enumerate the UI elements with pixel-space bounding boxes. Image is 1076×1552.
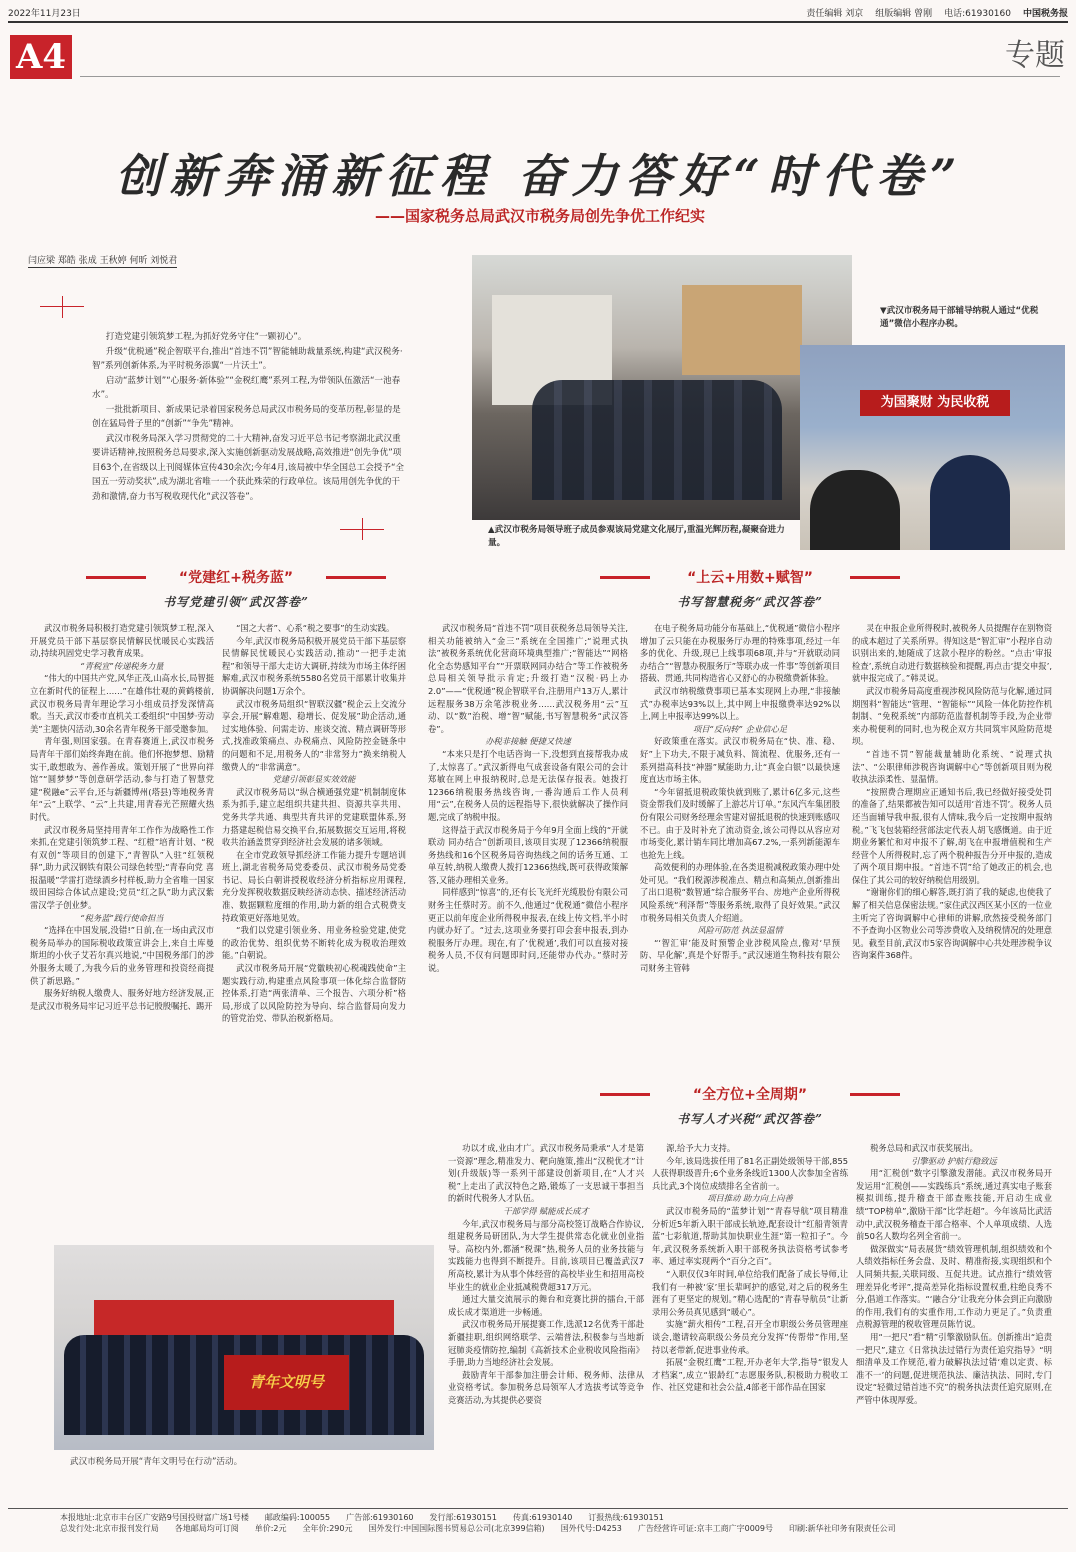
column-paragraph: 做深做实“局表展货”绩效管理机制,组织绩效和个人绩效指标任务会盘、及时、精准衔接,实现组织和个人同频共振,关联同级、互促共进。试点推行“绩效管理差异化考评”,提高差异化指标设置权重,柱绝良秀不分,倡道工作落实。“‘融合分’让我充分体会到正向激励的作用,我们有的实重作用,工作动力更足了。”负责重点税源管理的税收管理员陈竹说。 [856, 1243, 1052, 1330]
section-1-title: “党建红+税务蓝” [178, 570, 294, 586]
intro-corner-line-v2 [362, 518, 363, 540]
column-paragraph: 武汉市税务局组织“智联汉疆”税企云上交流分享会,开展“解难题、稳增长、促发展”助企活动,通过实地体验、问需走访、座谈交流、精点调研等形式,找准政策痛点、办税痛点、风险防控金链条中的问题和不足,用税务人的“非常努力”换来纳税人缴费人的“非常满意”。 [222, 698, 406, 772]
column-subhead: 引擎驱动 护航行稳致远 [911, 1155, 997, 1166]
column-paragraph: “伟大的中国共产党,风华正茂,山高水长,局智挺立在新时代的征程上……”在雄伟壮观的黄鹤楼前,武汉市税务局青年理论学习小组成员抒发深情高歌。当天,武汉市委市直机关工委组织“中国梦·劳动美”主题快闪活动,30余名青年税务干部受邀参加。 [30, 673, 214, 734]
column-paragraph: 实施“薪火相传”工程,召开全市职级公务员管理座谈会,邀请较高职级公务员充分发挥“传帮带”作用,坚持以老带新,促进事业传承。 [652, 1319, 848, 1355]
section-2-header [600, 567, 900, 611]
imprint-zip: 邮政编码:100055 [264, 1513, 331, 1522]
page-number: A4 [10, 35, 72, 79]
photo-exhibition-hall [472, 255, 852, 520]
column-subhead: 干部学得 赋能成长成才 [503, 1205, 589, 1216]
column-paragraph: “入职仅仅3年时间,单位给我们配备了成长导师,让我们有一种被‘家’里长辈呵护的感觉,对之后的税务生涯有了更坚定的规划。”精心选配的“青春导航员”让新录用公务员真见感到“暖心”。 [652, 1268, 848, 1317]
column-paragraph: 用“一把尺”看“精”引擎激励队伍。创新推出“追责一把尺”,建立《日常执法过错行为责任追究指导》“明细清单及工作规范,着力破解执法过错‘难以定责、标准不一’的问题,促进规范执法、廉洁执法、同时,专门设定“轻微过错首违不究”的税务执法责任追究原则,在严管中体现厚爱。 [856, 1331, 1052, 1405]
imprint-address: 本报地址:北京市丰台区广安路9号国投财富广场1号楼 [60, 1513, 249, 1522]
column-subhead: “青税宣”传递税务力量 [80, 660, 164, 671]
column-paragraph: 青年强,则国家强。在青春赛道上,武汉市税务局青年干部们始终奔跑在前。他们怀抱梦想、励精实干,敢想敢为、善作善成。策划开展了“世界向祥馆”“圆梦梦”等创意研学活动,参与打造了智慧党建“税融e”云平台,还与新疆博州(塔县)等地税务青年“云”上联学、“云”上共建,用青春光芒照耀火热时代。 [30, 736, 214, 822]
column-paragraph: 武汉市税务局坚持用青年工作作为战略性工作来抓,在党建引领筑梦工程、“红橙”培育计划、“税有双创”等项目的创建下,“青智队”入驻“红领税驿”,助力武汉钢铁有限公司绿色转型;“青春向党 喜报温暖”学雷打造绿酒乡村样板,助力全省唯一国家级田园综合体试点建设;党员“红之队”助力武汉紫雷汉学子创业梦。 [30, 824, 214, 911]
photo-service-counter [800, 345, 1065, 550]
section-3-column-3 [856, 1142, 1052, 1482]
column-paragraph: “今年留抵退税政策快就到账了,累计6亿多元,这些资金帮我们及时缓解了上游芯片订单。”东风汽车集团股份有限公司财务经理余雪建对留抵退税的快速到账感叹不已。由于及时补充了流动资金,该公司得以从容应对市场变化,累计销车同比增加高67.2%,一系列新能源车也抢先上线。 [640, 786, 840, 860]
column-paragraph: “按照费合理期应正通知书后,我已经做好接受处罚的准备了,结果都被告知可以适用‘首违不罚’。税务人员还当面辅导我申报,很有人情味,我今后一定按期申报纳税。”飞飞包装箱经营部法定代表人胡飞感慨道。由于近期业务繁忙和对申报不了解,胡飞在申报增值税和生产经营个人所得税时,忘了两个税种报告分开申报的,造成了两个项目期申报。“首违不罚”给了她改正的机会,也保住了其公司的较好纳税信用级别。 [852, 786, 1052, 885]
imprint-price: 单价:2元 [254, 1524, 287, 1533]
column-paragraph: “选择在中国发展,没错!”日前,在一场由武汉市税务局举办的国际税收政策宣讲会上,来自土库曼斯坦的小伙子艾若尔真兴地说,“中国税务部门的涉外服务太暖了,为我今后的业务管理和投资经商提供了新思路。” [30, 925, 214, 986]
column-paragraph: 税务总局和武汉市获奖展出。 [870, 1143, 978, 1153]
section-2-column-2 [640, 622, 840, 1062]
section-3-title: “全方位+全周期” [692, 1087, 808, 1103]
footer-rule [8, 1508, 1068, 1509]
column-paragraph: 在电子税务局功能分布基础上,“优税通”微信小程序增加了云只能在办税服务厅办理的特殊事项,经过一年多的优化、升级,现已上线事项68项,并与“开就联动同办结合”“智慧办税服务厅”等联办成一件事”等创新项目搭载、贯通,共同构造省心又舒心的办税缴费新体验。 [640, 623, 840, 684]
column-paragraph: 武汉市税务局以“纵合横通强党建”机制制度体系为抓手,建立起组织共建共担、资源共享共用、党务共学共通、典型共育共评的党建联盟体系,努力搭建起税信易交换平台,拓展数据交互运用,将税收共治涵盖贯穿到经济社会发展的诸多领域。 [222, 786, 406, 848]
header-rule [8, 21, 1068, 23]
lead-line-4: 一批批新项目、新成果记录着国家税务总局武汉市税务局的变革历程,彰显的是创在猛局骨子里的“创新”“争先”精神。 [92, 404, 401, 429]
issue-date: 2022年11月23日 [8, 9, 81, 19]
counter-photo-caption: ▼武汉市税务局干部辅导纳税人通过“优税通”微信小程序办税。 [880, 306, 1039, 329]
column-paragraph: 今年,武汉市税务局积极开展党员干部下基层察民情解民忧暖民心实践活动,推动“一把手走流程”和领导干部大走访大调研,持续为市场主体纾困解难,武汉市税务系统5580名党员干部累计收集并协调解决问题1万余个。 [222, 635, 406, 696]
column-paragraph: “本来只是打个电话咨询一下,没想到直接帮我办成了,太惊喜了。”武汉新得电气成套设备有限公司的会计郑敏在网上申报纳税时,总是无法保存报表。她拨打12366纳税服务热线咨询,一番沟通后工作人员利用“云”,在税务人员的远程指导下,很快就解决了操作问题,完成了纳税申报。 [428, 748, 628, 822]
section-3-subtitle: 书写人才兴税“武汉答卷” [677, 1112, 823, 1126]
imprint-printer: 印刷:新华社印务有限责任公司 [788, 1524, 896, 1533]
section-2-column-3 [852, 622, 1052, 1062]
counter-sign: 为国聚财 为民收税 [860, 390, 1010, 416]
lead-line-3: 启动“蓝梦计划”“心服务·新体验”“金税红鹰”系列工程,为带领队伍激活“一池春水”。 [92, 375, 401, 400]
photo-youth-team [54, 1245, 434, 1450]
column-paragraph: 拓展“金税红鹰”工程,开办老年大学,指导“银发人才档案”,成立“银龄红”志愿服务队,积极助力税收工作、社区党建和社会公益,4部老干部作品在国家 [652, 1357, 848, 1393]
column-paragraph: 今年,该局选拔任用了81名正副处级领导干部,855人获得职级晋升;6个业务条线近1300人次参加全省练兵比武,3个岗位成绩排名全省前一。 [652, 1155, 848, 1191]
section-3-header [600, 1084, 900, 1128]
column-paragraph: 通过大量交流展示的舞台和竞赛比拼的擂台,干部成长成才渠道进一步畅通。 [448, 1294, 644, 1317]
column-paragraph: 鼓励青年干部参加注册会计师、税务师、法律从业资格考试。参加税务总局领军人才选拔考试等竞争竞赛活动,为其提供必要资 [448, 1369, 644, 1405]
column-paragraph: 武汉市纳税缴费事项已基本实现网上办理,“非接触式”办税率达93%以上,其中网上申报缴费率达92%以上,网上申报率达99%以上。 [640, 685, 840, 722]
column-subhead: 办税非接触 便捷又快速 [485, 736, 571, 747]
byline: 闫应梁 郑皓 张成 王秋婷 何昕 刘悦君 [28, 253, 177, 268]
running-header [8, 6, 1068, 20]
imprint-ad-phone: 广告部:61930160 [346, 1513, 414, 1522]
column-paragraph: 武汉市税务局的“蓝梦计划”“青春导航”项目精准分析近5年新入职干部成长轨迹,配套设计“红船青领青蓝”七彩航道,帮助其加快职业生涯“第一粒扣子”。今年,武汉税务系统新入职干部税务执法资格考试参考率、通过率实现两个“百分之百”。 [652, 1205, 848, 1267]
column-paragraph: 同样感到“惊喜”的,还有长飞光纤光缆股份有限公司财务主任蔡时芳。前不久,他通过“优税通”微信小程序更正以前年度企业所得税申报表,在线上传文档,半小时内就办好了。“过去,这项业务要打印会套申报表,到办税服务厅办理。现在,有了‘优税通’,我们可以直接对接税务人员,不仅有问题即时问,还能带办代办。”蔡时芳说。 [428, 887, 628, 974]
column-paragraph: “我们以党建引领业务、用业务检验党建,使党的政治优势、组织优势不断转化成为税收治理效能。”白朝说。 [222, 925, 406, 961]
column-paragraph: 今年,武汉市税务局与部分高校签订战略合作协议,组建税务局研团队,为大学生提供常态化就业创业指导。高校内外,都涵“税课”热,税务人员的业务技能与实践能力也得到不断提升。目前,该项目已覆盖武汉7所高校,累计为从事个体经营的高校毕业生和招用高校毕业生的就业企业抵减税费超317万元。 [448, 1218, 644, 1292]
hall-photo-caption: ▲武汉市税务局领导班子成员参观该局党建文化展厅,重温光辉历程,凝聚奋进力量。 [488, 525, 785, 548]
subheadline: ——国家税务总局武汉市税务局创先争优工作纪实 [374, 207, 705, 225]
column-paragraph: 在全市党政领导抓经济工作能力提升专题培训班上,湖北省税务局党委委员、武汉市税务局党委书记、局长白朝讲授税收经济分析指标应用课程,充分发挥税收数据反映经济动态快、描述经济活动准、数据颗粒度细的作用,助力新的组合式税费支持政策更好落地见效。 [222, 849, 406, 923]
column-paragraph: 灵在申报企业所得税时,被税务人员提醒存在别物资的成本超过了关系所界。得知这是“智汇审”小程序自动识别出来的,她随成了这款小程序的粉丝。“点击‘审报检查’,系统自动进行数据核验和提醒,再点击‘提交申报’,就申报完成了。”韩灵说。 [852, 623, 1052, 684]
column-paragraph: “首违不罚”智能裁量辅助化系统、“说理式执法”、“公职律师涉税咨询调解中心”等创新项目则为税收执法添柔性、显温情。 [852, 748, 1052, 785]
column-paragraph: 武汉市税务局“首违不罚”项目获税务总局领导关注,相关功能被纳入“金三”系统在全国推广;“说理式执法”被税务系统优化营商环境典型推广;“智能达”“网格化全态势感知平台”“开票联网同办结合”等工作被税务总局相关领导批示肯定;升级打造“汉税·码上办2.0”——“优税通”税企智联平台,注册用户13万人,累计远程服务38万余笔涉税业务……武汉税务用“云”互动、以“数”治税、增“智”赋能,书写智慧税务“武汉答卷”。 [428, 623, 628, 734]
section-2-title: “上云+用数+赋智” [687, 570, 813, 586]
column-paragraph: 源,给予大力支持。 [666, 1143, 736, 1153]
imprint-order: 各地邮局均可订阅 [174, 1524, 239, 1533]
lead-paragraph [92, 330, 408, 504]
column-subhead: 项目“反向转” 企业信心足 [692, 723, 788, 734]
column-subhead: 风险可防范 执法显温情 [697, 925, 783, 936]
section-3-column-1 [448, 1142, 644, 1482]
column-paragraph: 服务好纳税人缴费人、服务好地方经济发展,正是武汉市税务局牢记习近平总书记殷殷嘱托、踢开 [30, 988, 214, 1011]
intro-corner-line-v [62, 296, 63, 318]
column-paragraph: 高效便利的办理体验,在各类退税减税政策办理中处处可见。“我们税源涉税准点、精点和高频点,创新推出了出口退税“数智通”综合服务平台、房地产企业所得税风险系统“利泽帮”等服务系统,取得了良好效果。”武汉市税务局相关负责人介绍道。 [640, 862, 840, 923]
editor-credit: 责任编辑 刘京 [806, 9, 864, 19]
imprint-license: 广告经营许可证:京丰工商广字0009号 [637, 1524, 773, 1533]
imprint-fax: 传真:61930140 [512, 1513, 573, 1522]
column-paragraph: 好政策重在落实。武汉市税务局在“快、准、稳、好”上下功夫,不限于减负料、简流程、优服务,还有一系列措高科技“神器”赋能助力,让“真金白银”以最快速度直达市场主体。 [640, 736, 840, 785]
column-paragraph: 用“汇税创”数字引擎激发潜能。武汉市税务局开发运用“汇税创——实践练兵”系统,通过真实电子账套模拟训练,提升稽查干部查账技能,开启动生成业绩“TOP榜单”,激励干部“比学赶超”。今年该局比武活动中,武汉税务稽查干部合格率、个人单项成绩、人选前50名人数均名列全省前一。 [856, 1168, 1052, 1242]
lead-line-5: 武汉市税务局深入学习贯彻党的二十大精神,奋发习近平总书记考察湖北武汉重要讲话精神,按照税务总局要求,深入实施创新驱动发展战略,高效推进“创先争优”项目63个,在省级以上刊阅媒体宣传430余次;今年4月,该局被中华全国总工会授予“全国五一劳动奖状”,成为湖北省唯一一个获此殊荣的行政单位。该局用创先争优的干劲和激情,奋力书写税收现代化“武汉答卷”。 [92, 433, 405, 502]
lead-line-1: 打造党建引领筑梦工程,为抓好党务守住“一颗初心”。 [105, 332, 307, 342]
section-2-column-1 [428, 622, 628, 1062]
team-photo-caption: 武汉市税务局开展“青年文明号在行动”活动。 [70, 1457, 243, 1467]
column-subhead: 项目推动 助力向上向善 [707, 1193, 793, 1204]
section-1-column-2 [222, 622, 406, 1232]
lead-line-2: 升级“优税通”税企智联平台,推出“首违不罚”智能辅助裁量系统,构建“武汉税务·智”系列创新体系,为平时税务添翼“一片沃土”。 [92, 346, 403, 371]
column-paragraph: “‘智汇审’能及时预警企业涉税风险点,像对‘早预防、早化解’,真是个好帮手。”武汉速道生物科技有限公司财务主管韩 [640, 937, 840, 974]
page-rule [80, 76, 1060, 77]
column-paragraph: 功以才成,业由才广。武汉市税务局秉承“人才是第一资源”理念,精准发力、靶向施策,推出“汉税优才”计划(升级版)等一系列干部建设创新项目,在“人才兴税”上走出了武汉特色之路,锻炼了一支思诚干事担当的新时代税务人才队伍。 [448, 1143, 644, 1204]
imprint-annual: 全年价:290元 [302, 1524, 353, 1533]
imprint-dist-phone: 发行部:61930151 [429, 1513, 497, 1522]
imprint-sub-phone: 订报热线:61930151 [588, 1513, 664, 1522]
section-label: 专题 [1005, 38, 1065, 73]
column-paragraph: 武汉市税务局积极打造党建引领筑梦工程,深入开展党员干部下基层察民情解民忧暖民心实践活动,持续巩固党史学习教育成果。 [30, 623, 214, 659]
imprint-overseas: 国外发行:中国国际图书贸易总公司(北京399信箱) [368, 1524, 545, 1533]
section-2-subtitle: 书写智慧税务“武汉答卷” [677, 595, 823, 609]
newspaper-name: 中国税务报 [1022, 9, 1068, 19]
column-paragraph: 武汉市税务局开展提赛工作,选派12名优秀干部赴新疆挂职,组织网络联学、云端普法,积极参与当地新冠肺炎疫情防控,编制《高新技术企业税收风险指南》手册,助力当地经济社会发展。 [448, 1319, 644, 1368]
column-paragraph: 武汉市税务局开展“党徽映初心税魂践使命”主题实践行动,构建重点风险事项一体化综合监督防控体系,打造“两张清单、三个报告、六项分析”格局,形成了以风险防控为导向、综合监督局向发力的管党治党、带队治税新格局。 [222, 963, 406, 1024]
imprint-publisher: 总发行处:北京市报刊发行局 [60, 1524, 159, 1533]
column-paragraph: “谢谢你们的细心解答,既打消了我的疑虑,也使我了解了相关信息保密法规。”家住武汉西区某小区的一位业主听完了咨询调解中心律师的讲解,欣然接受税务部门不予查询小区物业公司等涉费收入及纳税情况的处理意见。截至目前,武汉市5家咨询调解中心共处理涉税争议咨询案件368件。 [852, 887, 1052, 961]
imprint-code: 国外代号:D4253 [560, 1524, 622, 1533]
section-3-column-2 [652, 1142, 848, 1482]
section-1-header [86, 567, 386, 611]
column-subhead: 党建引领彰显实效效能 [272, 774, 356, 785]
section-1-column-1 [30, 622, 214, 1232]
team-flag-text: 青年文明号 [224, 1355, 349, 1410]
column-paragraph: “国之大者”、心系“税之要事”的生动实践。 [236, 623, 395, 633]
column-paragraph: 武汉市税务局高度重视涉税风险防范与化解,通过同期图料“智能达”管理、“智能标”“风险一体化防控作机制制、“免税系统”内部防范监督机制等手段,为企业带来办税便利的同时,也为税企双方共同筑牢风险防范堤坝。 [852, 685, 1052, 747]
editorial-phone: 电话:61930160 [944, 9, 1011, 19]
designer-credit: 组版编辑 曾刚 [875, 9, 933, 19]
headline: 创新奔涌新征程 奋力答好“时代卷” [115, 149, 965, 203]
section-1-subtitle: 书写党建引领“武汉答卷” [163, 595, 309, 609]
column-subhead: “税务蓝”践行使命担当 [80, 912, 164, 923]
column-paragraph: 这得益于武汉市税务局于今年9月全面上线的“开就联动 同办结合”创新项目,该项目实现了12366纳税服务热线和16个区税务局咨询热线之间的话务互通、工单互转,纳税人缴费人拨打12366热线,既可获得政策解答,又能办理相关业务。 [428, 824, 628, 885]
imprint [60, 1512, 1020, 1534]
